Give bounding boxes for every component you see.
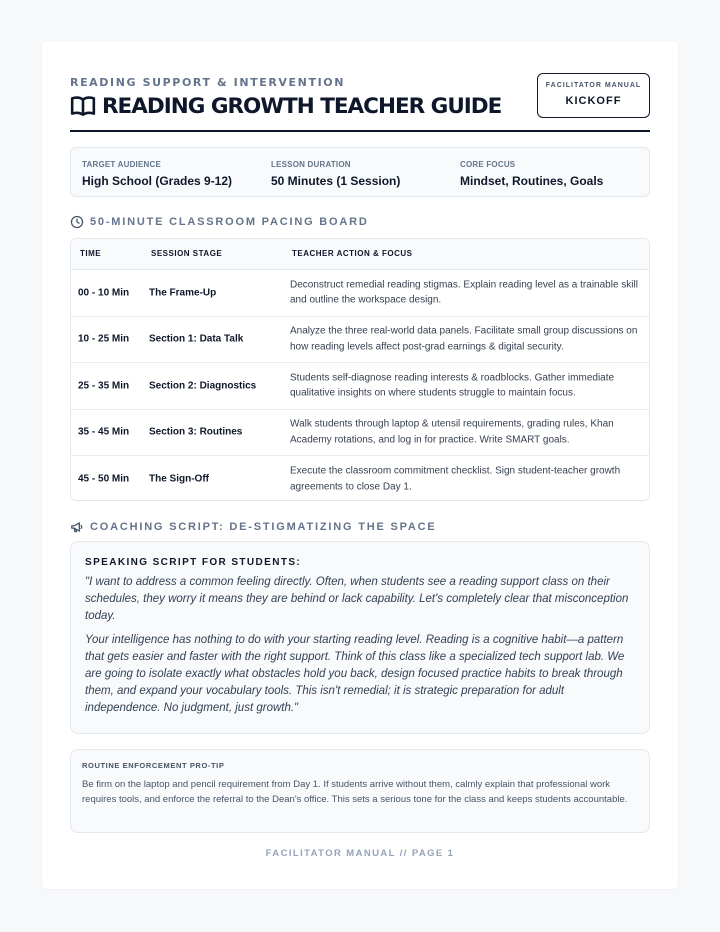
megaphone-icon <box>70 520 84 534</box>
table-header <box>71 239 649 270</box>
meta-label: TARGET AUDIENCE <box>82 160 161 169</box>
pacing-table <box>70 238 650 501</box>
col-time: TIME <box>80 249 102 258</box>
open-book-icon <box>70 93 96 119</box>
row-action: Analyze the three real-world data panels. Facilitate small group discussions on how reading levels affect post-grad earnings & digital security. <box>290 325 638 353</box>
row-stage: Section 3: Routines <box>149 426 243 438</box>
meta-value: High School (Grades 9-12) <box>82 174 233 188</box>
meta-lesson-duration <box>271 160 400 188</box>
pacing-section-heading <box>70 215 369 229</box>
tip-body: Be firm on the laptop and pencil requirement from Day 1. If students arrive without them, calmly explain that professional work requires tools, and enforce the referral to the Dean's office. This sets a serious tone for the class and keeps students accountable. <box>82 779 628 805</box>
row-time: 10 - 25 Min <box>78 333 130 345</box>
manual-badge <box>537 73 650 118</box>
badge-label: FACILITATOR MANUAL <box>545 82 642 89</box>
col-session-stage: SESSION STAGE <box>151 249 223 258</box>
tip-heading: ROUTINE ENFORCEMENT PRO-TIP <box>82 761 225 770</box>
row-time: 00 - 10 Min <box>78 287 130 299</box>
meta-value: Mindset, Routines, Goals <box>460 174 604 188</box>
row-stage: The Sign-Off <box>149 473 209 485</box>
row-time: 25 - 35 Min <box>78 380 130 392</box>
table-row <box>71 410 649 457</box>
table-row <box>71 363 649 410</box>
meta-value: 50 Minutes (1 Session) <box>271 174 401 188</box>
meta-label: LESSON DURATION <box>271 160 351 169</box>
page-footer: FACILITATOR MANUAL // PAGE 1 <box>265 848 455 859</box>
table-row <box>71 456 649 501</box>
pacing-heading-text: 50-MINUTE CLASSROOM PACING BOARD <box>90 216 369 228</box>
badge-value: KICKOFF <box>565 95 622 107</box>
speaking-script-box <box>70 541 650 734</box>
row-action: Walk students through laptop & utensil requirements, grading rules, Khan Academy rotations, and log in for practice. Write SMART goals. <box>290 418 614 446</box>
row-time: 45 - 50 Min <box>78 473 130 485</box>
header-divider <box>70 130 650 132</box>
title-row <box>70 93 501 119</box>
script-heading: SPEAKING SCRIPT FOR STUDENTS: <box>85 557 302 568</box>
meta-target-audience <box>82 160 232 188</box>
document-page <box>42 42 678 889</box>
header-kicker: READING SUPPORT & INTERVENTION <box>70 76 346 89</box>
clock-icon <box>70 215 84 229</box>
script-paragraph: Your intelligence has nothing to do with your starting reading level. Reading is a cognitive habit—a pattern that gets easier and faster with the right support. Think of this class like a specialized tech support lab. We are going to isolate exactly what obstacles hold you back, design focused practice habits to break through them, and expand your vocabulary tools. This isn't remedial; it is strategic preparation for adult independence. No judgment, just growth." <box>85 634 625 714</box>
script-paragraph: "I want to address a common feeling directly. Often, when students see a reading support class on their schedules, they worry it means they are behind or lack capability. Let's completely clear that misconception today. <box>85 576 629 622</box>
row-action: Execute the classroom commitment checklist. Sign student-teacher growth agreements to close Day 1. <box>290 465 621 493</box>
row-stage: Section 1: Data Talk <box>149 333 244 345</box>
table-row <box>71 270 649 317</box>
page-title: READING GROWTH TEACHER GUIDE <box>102 93 502 119</box>
coaching-heading-text: COACHING SCRIPT: DE-STIGMATIZING THE SPACE <box>90 521 437 533</box>
meta-core-focus <box>460 160 603 188</box>
meta-label: CORE FOCUS <box>460 160 516 169</box>
row-stage: Section 2: Diagnostics <box>149 380 257 392</box>
row-action: Deconstruct remedial reading stigmas. Explain reading level as a trainable skill and outline the workspace design. <box>290 279 638 306</box>
coaching-section-heading <box>70 520 437 534</box>
col-teacher-action: TEACHER ACTION & FOCUS <box>292 249 413 258</box>
table-row <box>71 317 649 364</box>
row-action: Students self-diagnose reading interests & roadblocks. Gather immediate qualitative insights on where students struggle to maintain focus. <box>290 372 615 399</box>
row-time: 35 - 45 Min <box>78 426 130 438</box>
lesson-meta <box>70 147 650 197</box>
row-stage: The Frame-Up <box>149 287 217 299</box>
pro-tip-box <box>70 749 650 833</box>
